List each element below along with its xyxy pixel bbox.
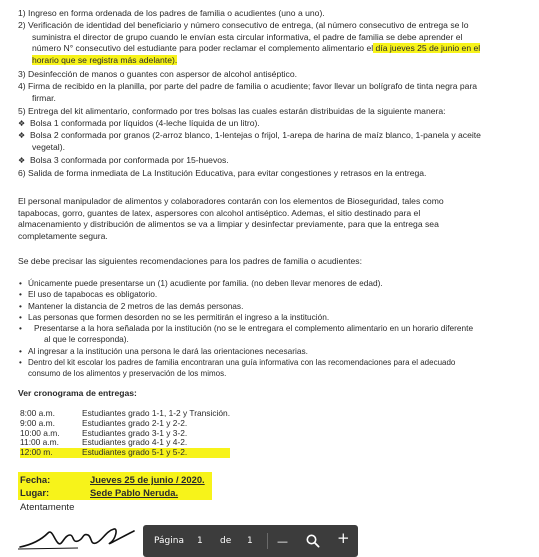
- page-label: Página: [154, 536, 184, 546]
- recommendations-list: [18, 278, 526, 380]
- rec-5-line-2: al que le corresponda).: [44, 334, 129, 345]
- schedule-time: 10:00 a.m.: [20, 427, 60, 438]
- paragraph-line-2: tapabocas, gorro, guantes de latex, aspersores con alcohol antiséptico. Ademas, el sitio destinado para el: [18, 207, 421, 218]
- pdf-toolbar: [143, 525, 358, 557]
- item-6: [18, 168, 526, 180]
- schedule-group: Estudiantes grado 2-1 y 2-2.: [82, 417, 188, 428]
- signature-image: [18, 521, 138, 551]
- rec-5-line-1: • Presentarse a la hora señalada por la institución (no se le entregara el complemento alimentario en un horario diferente: [18, 323, 526, 334]
- item-5-text: 5) Entrega del kit alimentario, conformado por tres bolsas las cuales estarán distribuidas de la siguiente manera:: [18, 106, 446, 116]
- rec-7-line-2: consumo de los alimentos y preservación de los mimos.: [28, 369, 227, 379]
- item-4-line-2: firmar.: [32, 92, 56, 103]
- item-3: [18, 69, 526, 81]
- item-6-text: 6) Salida de forma inmediata de La Institución Educativa, para evitar congestiones y retrasos en la entrega.: [18, 168, 427, 178]
- rec-4: • Las personas que formen desorden no se les permitirán el ingreso a la institución.: [18, 312, 526, 323]
- rec-7-line-1: • Dentro del kit escolar los padres de familia encontraran una guía informativa con las recomendaciones para el adecuado: [18, 357, 526, 368]
- rec-3: • Mantener la distancia de 2 metros de las demás personas.: [18, 301, 526, 312]
- schedule-time: 9:00 a.m.: [20, 417, 55, 428]
- bag-2-line-1: ❖ Bolsa 2 conformada por granos (2-arroz blanco, 1-lentejas o frijol, 1-arepa de harina de maíz blanco, 1-panela y aceite: [18, 130, 526, 142]
- schedule-title-text: Ver cronograma de entregas:: [18, 388, 137, 398]
- fecha-label: Fecha:: [20, 474, 51, 485]
- biosecurity-paragraph: [18, 196, 526, 242]
- bag-1: [18, 118, 526, 130]
- item-2-line-1: 2) Verificación de identidad del beneficiario y número consecutivo de entrega, (al número consecutivo de entrega se lo: [18, 20, 469, 30]
- toolbar-divider: [267, 533, 268, 549]
- schedule-group: Estudiantes grado 5-1 y 5-2.: [82, 447, 188, 458]
- schedule-note-highlight: horario que se registra más adelante).: [32, 54, 178, 65]
- schedule-time: 12:00 m.: [20, 447, 53, 458]
- paragraph-line-4: completamente segura.: [18, 230, 108, 241]
- item-2-line-3a: número N° consecutivo del estudiante para poder reclamar el complemento alimentario el: [32, 43, 374, 54]
- item-4-line-1: 4) Firma de recibido en la planilla, por parte del padre de familia o acudiente; favor llevar un bolígrafo de tinta negra para: [18, 81, 478, 91]
- fecha-row: [20, 473, 205, 486]
- schedule-row-highlighted: [20, 448, 230, 458]
- schedule-time: 11:00 a.m.: [20, 437, 59, 448]
- item-1-text: 1) Ingreso en forma ordenada de los padres de familia o acudientes (uno a uno).: [18, 8, 325, 18]
- rec-2: • El uso de tapabocas es obligatorio.: [18, 289, 526, 300]
- item-1: [18, 8, 526, 20]
- lugar-row: [20, 486, 178, 499]
- rec-1: • Únicamente puede presentarse un (1) acudiente por familia. (no deben llevar menores de edad).: [18, 278, 526, 289]
- item-4: [18, 81, 526, 104]
- schedule-title: [18, 388, 526, 400]
- zoom-out-button[interactable]: —: [277, 535, 288, 548]
- item-3-text: 3) Desinfección de manos o guantes con aspersor de alcohol antiséptico.: [18, 69, 297, 79]
- zoom-icon[interactable]: [306, 534, 320, 548]
- bag-2-line-2: vegetal).: [32, 141, 65, 152]
- item-2: [18, 20, 526, 66]
- page-total: 1: [247, 536, 253, 546]
- item-2-line-4: [18, 55, 526, 67]
- bag-1-text: ❖ Bolsa 1 conformada por líquidos (4-leche líquida de un litro).: [18, 118, 526, 130]
- schedule-group: Estudiantes grado 3-1 y 3-2.: [82, 427, 188, 438]
- paragraph-line-1: El personal manipulador de alimentos y colaboradores contarán con los elementos de Bioseguridad, tales como: [18, 196, 444, 206]
- delivery-date-highlight: día jueves 25 de junio en el: [373, 43, 481, 54]
- bag-3: [18, 155, 526, 167]
- schedule-time: 8:00 a.m.: [20, 408, 55, 418]
- schedule-group: Estudiantes grado 4-1 y 4-2.: [82, 437, 188, 448]
- recommendations-intro-text: Se debe precisar las siguientes recomendaciones para los padres de familia o acudientes:: [18, 256, 362, 266]
- lugar-value: Sede Pablo Neruda.: [90, 487, 179, 498]
- bag-3-text: ❖ Bolsa 3 conformada por conformada por 15-huevos.: [18, 155, 526, 167]
- item-2-line-3: [18, 43, 526, 55]
- paragraph-line-3: almacenamiento y distribución de alimentos se va a limpiar y desinfectar previamente, para que la entrega sea: [18, 219, 439, 230]
- lugar-label: Lugar:: [20, 487, 50, 498]
- item-5: [18, 106, 526, 118]
- schedule-group: Estudiantes grado 1-1, 1-2 y Transición.: [82, 408, 231, 418]
- item-2-line-2: suministra el director de grupo cuando le envían esta circular informativa, el padre de familia se debe aprender el: [32, 31, 463, 42]
- page-of-label: de: [220, 536, 232, 546]
- zoom-in-button[interactable]: +: [337, 529, 350, 547]
- page-number-input[interactable]: 1: [197, 536, 203, 546]
- recommendations-intro: [18, 256, 526, 268]
- fecha-value: Jueves 25 de junio / 2020.: [90, 474, 205, 485]
- rec-6: • Al ingresar a la institución una persona le dará las orientaciones necesarias.: [18, 346, 526, 357]
- closing: Atentamente: [20, 502, 75, 513]
- bag-2: [18, 130, 526, 153]
- schedule-table: [20, 409, 230, 458]
